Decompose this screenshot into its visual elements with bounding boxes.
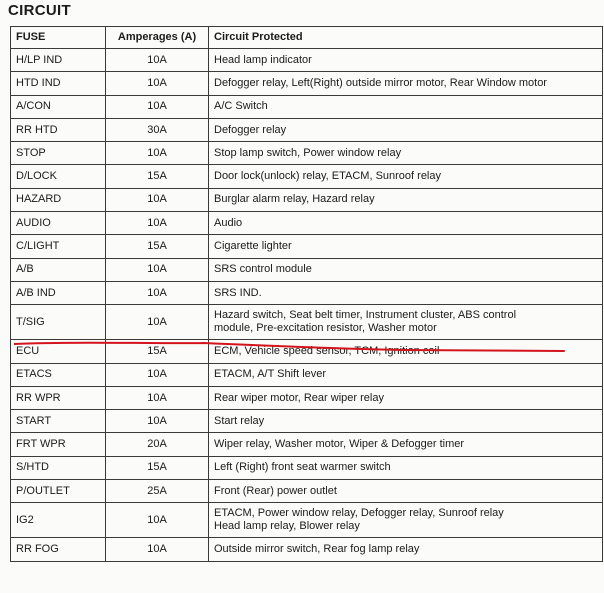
fuse-amperage: 10A: [106, 95, 209, 118]
fuse-name: A/B IND: [11, 281, 106, 304]
circuit-protected: [209, 212, 603, 235]
circuit-line: Front (Rear) power outlet: [214, 484, 337, 497]
fuse-amperage: 15A: [106, 235, 209, 258]
table-row: [11, 305, 603, 340]
fuse-amperage: 10A: [106, 142, 209, 165]
fuse-amperage: 15A: [106, 165, 209, 188]
circuit-protected: [209, 386, 603, 409]
fuse-amperage: 10A: [106, 305, 209, 340]
circuit-line: SRS control module: [214, 263, 312, 276]
fuse-amperage: 10A: [106, 410, 209, 433]
table-row: [11, 480, 603, 503]
circuit-protected: [209, 340, 603, 363]
fuse-name: HAZARD: [11, 188, 106, 211]
fuse-amperage: 10A: [106, 212, 209, 235]
circuit-protected: [209, 281, 603, 304]
table-row: [11, 142, 603, 165]
fuse-name: ECU: [11, 340, 106, 363]
table-header-row: [11, 27, 603, 49]
fuse-name: H/LP IND: [11, 49, 106, 72]
circuit-line: Audio: [214, 216, 243, 229]
fuse-name: RR HTD: [11, 118, 106, 141]
fuse-name: ETACS: [11, 363, 106, 386]
circuit-protected: [209, 235, 603, 258]
fuse-amperage: 10A: [106, 49, 209, 72]
table-row: [11, 235, 603, 258]
circuit-line: Defogger relay: [214, 123, 287, 136]
fuse-table: [10, 26, 603, 562]
circuit-line: Defogger relay, Left(Right) outside mirror motor, Rear Window motor: [214, 76, 547, 89]
circuit-line: SRS IND.: [214, 286, 262, 299]
table-row: [11, 95, 603, 118]
table-row: [11, 165, 603, 188]
circuit-protected: [209, 538, 603, 561]
column-header-amperages: Amperages (A): [106, 27, 209, 49]
table-row: [11, 503, 603, 538]
fuse-amperage: 10A: [106, 258, 209, 281]
fuse-amperage: 10A: [106, 363, 209, 386]
fuse-name: A/B: [11, 258, 106, 281]
fuse-name: RR WPR: [11, 386, 106, 409]
circuit-line: ECM, Vehicle speed sensor, TCM, Ignition coil: [214, 344, 440, 357]
fuse-name: AUDIO: [11, 212, 106, 235]
table-row: [11, 49, 603, 72]
circuit-line: Door lock(unlock) relay, ETACM, Sunroof relay: [214, 170, 441, 183]
table-row: [11, 212, 603, 235]
fuse-name: A/CON: [11, 95, 106, 118]
fuse-amperage: 25A: [106, 480, 209, 503]
circuit-line: Stop lamp switch, Power window relay: [214, 146, 402, 159]
circuit-protected: [209, 142, 603, 165]
table-row: [11, 118, 603, 141]
circuit-protected: [209, 188, 603, 211]
fuse-name: START: [11, 410, 106, 433]
table-row: [11, 363, 603, 386]
fuse-amperage: 10A: [106, 386, 209, 409]
circuit-protected: [209, 258, 603, 281]
circuit-line: Start relay: [214, 414, 265, 427]
fuse-amperage: 15A: [106, 340, 209, 363]
circuit-protected: [209, 118, 603, 141]
circuit-protected: [209, 95, 603, 118]
fuse-name: T/SIG: [11, 305, 106, 340]
fuse-amperage: 20A: [106, 433, 209, 456]
circuit-line: Cigarette lighter: [214, 240, 292, 253]
table-row: [11, 456, 603, 479]
circuit-line: Rear wiper motor, Rear wiper relay: [214, 391, 384, 404]
circuit-protected: [209, 305, 603, 340]
circuit-protected: [209, 363, 603, 386]
circuit-line: Left (Right) front seat warmer switch: [214, 461, 391, 474]
circuit-protected: [209, 72, 603, 95]
table-body: [11, 49, 603, 562]
table-row: [11, 72, 603, 95]
fuse-name: FRT WPR: [11, 433, 106, 456]
fuse-name: RR FOG: [11, 538, 106, 561]
circuit-line: module, Pre-excitation resistor, Washer motor: [214, 322, 437, 335]
page-title: CIRCUIT: [8, 2, 71, 19]
fuse-name: IG2: [11, 503, 106, 538]
circuit-protected: [209, 49, 603, 72]
fuse-amperage: 10A: [106, 281, 209, 304]
table-row: [11, 538, 603, 561]
circuit-line: A/C Switch: [214, 100, 268, 113]
fuse-name: HTD IND: [11, 72, 106, 95]
circuit-line: Head lamp indicator: [214, 53, 312, 66]
circuit-line: Head lamp relay, Blower relay: [214, 520, 360, 533]
table-row: [11, 433, 603, 456]
fuse-name: STOP: [11, 142, 106, 165]
circuit-protected: [209, 503, 603, 538]
circuit-protected: [209, 456, 603, 479]
circuit-protected: [209, 165, 603, 188]
fuse-amperage: 10A: [106, 72, 209, 95]
table-row: [11, 386, 603, 409]
fuse-amperage: 15A: [106, 456, 209, 479]
circuit-line: ETACM, A/T Shift lever: [214, 368, 327, 381]
fuse-amperage: 10A: [106, 188, 209, 211]
fuse-name: C/LIGHT: [11, 235, 106, 258]
table-row: [11, 340, 603, 363]
fuse-amperage: 10A: [106, 503, 209, 538]
table-row: [11, 410, 603, 433]
circuit-line: Outside mirror switch, Rear fog lamp relay: [214, 542, 420, 555]
circuit-protected: [209, 480, 603, 503]
circuit-line: Wiper relay, Washer motor, Wiper & Defogger timer: [214, 438, 465, 451]
table-row: [11, 258, 603, 281]
fuse-amperage: 30A: [106, 118, 209, 141]
fuse-name: P/OUTLET: [11, 480, 106, 503]
column-header-fuse: FUSE: [11, 27, 106, 49]
circuit-protected: [209, 433, 603, 456]
table-row: [11, 188, 603, 211]
fuse-amperage: 10A: [106, 538, 209, 561]
fuse-name: D/LOCK: [11, 165, 106, 188]
circuit-protected: [209, 410, 603, 433]
circuit-line: ETACM, Power window relay, Defogger relay, Sunroof relay: [214, 507, 504, 520]
column-header-circuit: Circuit Protected: [209, 27, 603, 49]
circuit-line: Burglar alarm relay, Hazard relay: [214, 193, 375, 206]
fuse-name: S/HTD: [11, 456, 106, 479]
circuit-line: Hazard switch, Seat belt timer, Instrument cluster, ABS control: [214, 309, 517, 322]
table-row: [11, 281, 603, 304]
